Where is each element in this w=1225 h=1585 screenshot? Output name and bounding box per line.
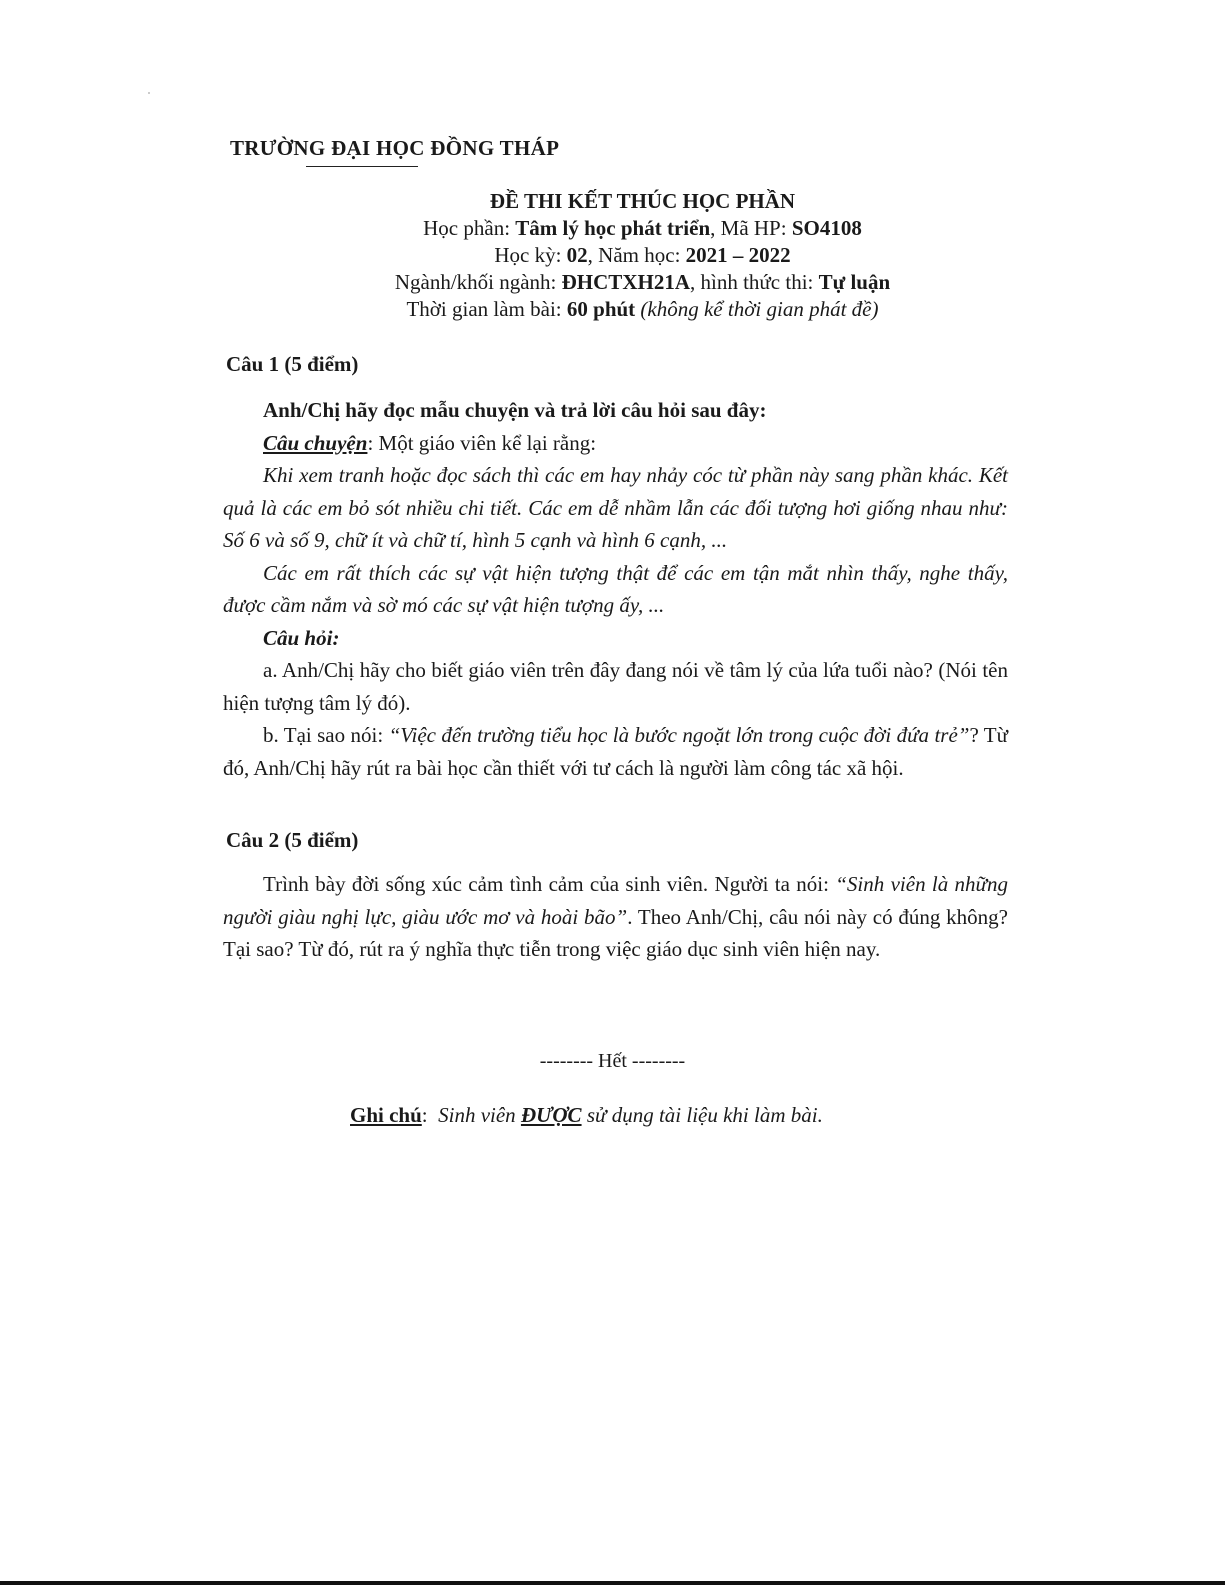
school-underline [306, 166, 418, 167]
q1-story-intro: Câu chuyện: Một giáo viên kể lại rằng: [263, 430, 597, 455]
end-marker: -------- Hết -------- [539, 1050, 686, 1072]
exam-format: Tự luận [818, 270, 891, 294]
time-line: Thời gian làm bài: 60 phút (không kể thời gian phát đề) [406, 297, 879, 321]
course-name: Tâm lý học phát triển [515, 216, 711, 240]
q1-question-b: b. Tại sao nói: “Việc đến trường tiểu học là bước ngoặt lớn trong cuộc đời đứa trẻ”? Từ đó, Anh/Chị hãy rút ra bài học cần thiết với tư cách là người làm công tác xã hội. [223, 723, 1008, 780]
school-name: TRƯỜNG ĐẠI HỌC ĐỒNG THÁP [230, 136, 560, 160]
major-line: Ngành/khối ngành: ĐHCTXH21A, hình thức thi: Tự luận [394, 270, 891, 294]
semester: 02 [566, 243, 588, 267]
course-code: SO4108 [791, 216, 862, 240]
major: ĐHCTXH21A [561, 270, 690, 294]
semester-line: Học kỳ: 02, Năm học: 2021 – 2022 [494, 243, 791, 267]
note-emphasis: ĐƯỢC [520, 1103, 582, 1127]
exam-title: ĐỀ THI KẾT THÚC HỌC PHẦN [489, 189, 796, 213]
question-1-title: Câu 1 (5 điểm) [226, 352, 359, 376]
scan-speck [148, 92, 150, 94]
q1-instruction: Anh/Chị hãy đọc mẫu chuyện và trả lời câu hỏi sau đây: [263, 398, 767, 422]
question-1-body [223, 394, 1008, 784]
exam-time: 60 phút [566, 297, 636, 321]
q1-question-a: a. Anh/Chị hãy cho biết giáo viên trên đây đang nói về tâm lý của lứa tuổi nào? (Nói tên hiện tượng tâm lý đó). [223, 658, 1008, 715]
footer-note: Ghi chú: Sinh viên ĐƯỢC sử dụng tài liệu khi làm bài. [350, 1103, 823, 1127]
school-year: 2021 – 2022 [685, 243, 791, 267]
q1-questions-label: Câu hỏi: [263, 625, 340, 650]
note-label: Ghi chú [350, 1103, 422, 1127]
question-2-body [223, 868, 1008, 966]
course-line: Học phần: Tâm lý học phát triển, Mã HP: SO4108 [423, 216, 862, 240]
q1-story-paragraph-2: Các em rất thích các sự vật hiện tượng thật để các em tận mắt nhìn thấy, nghe thấy, được cầm nắm và sờ mó các sự vật hiện tượng ấy, ... [223, 560, 1008, 617]
question-2-title: Câu 2 (5 điểm) [226, 828, 359, 852]
time-note: (không kể thời gian phát đề) [640, 297, 879, 321]
q1-story-paragraph-1: Khi xem tranh hoặc đọc sách thì các em hay nhảy cóc từ phần này sang phần khác. Kết quả là các em bỏ sót nhiều chi tiết. Các em dễ nhầm lẫn các đối tượng hơi giống nhau như: Số 6 và số 9, chữ ít và chữ tí, hình 5 cạnh và hình 6 cạnh, ... [223, 463, 1008, 552]
scan-bottom-edge [0, 1581, 1225, 1585]
q2-text: Trình bày đời sống xúc cảm tình cảm của sinh viên. Người ta nói: “Sinh viên là những người giàu nghị lực, giàu ước mơ và hoài bão”. Theo Anh/Chị, câu nói này có đúng không? Tại sao? Từ đó, rút ra ý nghĩa thực tiễn trong việc giáo dục sinh viên hiện nay. [223, 872, 1009, 961]
